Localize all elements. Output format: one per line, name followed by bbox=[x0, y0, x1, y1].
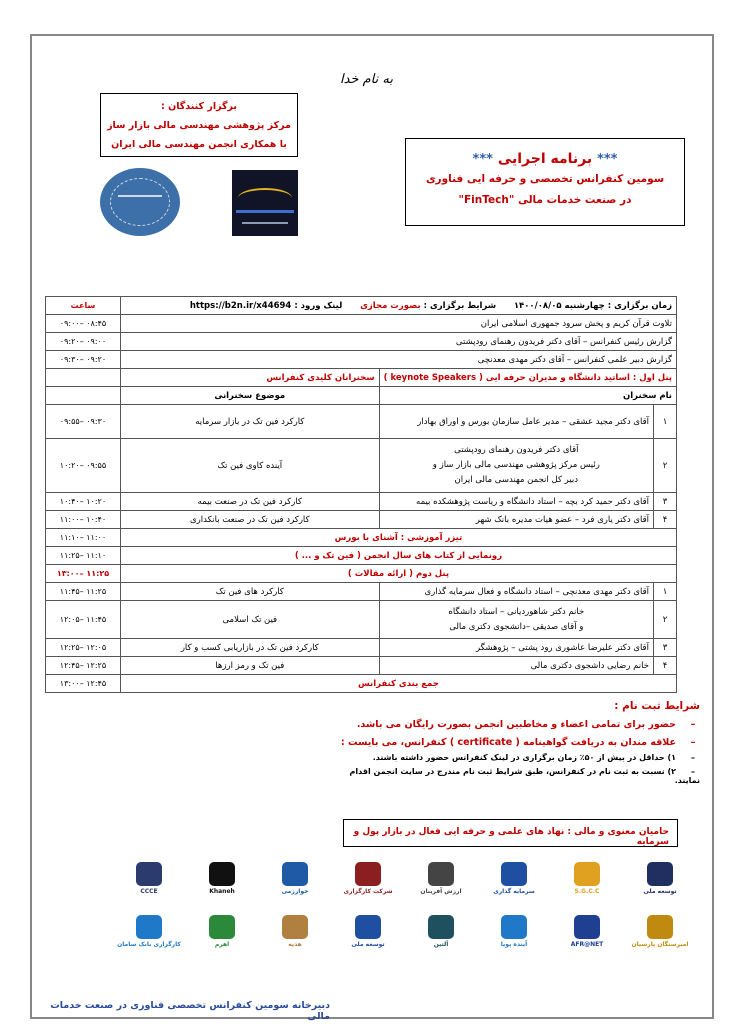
sponsor-logo bbox=[481, 862, 547, 895]
col-topic-header: موضوع سخنرانی bbox=[120, 387, 379, 405]
speaker-cell bbox=[379, 601, 653, 639]
sponsor-logo-label: AFR@NET bbox=[570, 941, 604, 948]
sponsor-logo-mark bbox=[647, 915, 673, 939]
research-center-logo bbox=[232, 170, 298, 236]
time-cell: ۱۱:۱۰ –۱۱:۲۵ bbox=[46, 547, 121, 565]
entry-link[interactable]: https://b2n.ir/x44694 bbox=[189, 300, 292, 311]
speaker-row bbox=[46, 583, 677, 601]
opening-item: گزارش رئیس کنفرانس – آقای دکتر فریدون رهنمای رودپشتی bbox=[120, 333, 676, 351]
row-number: ۱ bbox=[654, 583, 677, 601]
footer-text: دبیرخانه سومین کنفرانس تخصصی فناوری در صنعت خدمات مالی bbox=[50, 1000, 330, 1022]
keynote-label: سخنرانان کلیدی کنفرانس bbox=[120, 369, 379, 387]
registration-line bbox=[330, 753, 700, 762]
opening-item: گزارش دبیر علمی کنفرانس – آقای دکتر مهدی معدنچی bbox=[120, 351, 676, 369]
row-number: ۲ bbox=[654, 601, 677, 639]
sponsor-logo bbox=[481, 915, 547, 948]
sponsor-logo bbox=[262, 915, 328, 948]
time-cell: ۰۹:۲۰ –۰۹:۳۰ bbox=[46, 351, 121, 369]
dash-bullet: – bbox=[691, 753, 695, 762]
speaker-cell: آقای دکتر مجید عشقی – مدیر عامل سازمان بورس و اوراق بهادار bbox=[379, 405, 653, 439]
row-number: ۴ bbox=[654, 657, 677, 675]
topic-cell: کارکرد فین تک در بازاریابی کسب و کار bbox=[120, 639, 379, 657]
time-cell: ۱۰:۴۰ –۱۱:۰۰ bbox=[46, 511, 121, 529]
sponsor-logo bbox=[262, 862, 328, 895]
speaker-row bbox=[46, 405, 677, 439]
closing-item: جمع بندی کنفرانس bbox=[120, 675, 676, 693]
speaker-row bbox=[46, 493, 677, 511]
time-cell: ۱۱:۰۰ –۱۱:۱۰ bbox=[46, 529, 121, 547]
panel1-header-row bbox=[46, 369, 677, 387]
sponsor-logo bbox=[408, 862, 474, 895]
panel2-time: ۱۱:۲۵ –۱۳:۰۰ bbox=[46, 565, 121, 583]
speaker-row bbox=[46, 511, 677, 529]
speaker-row bbox=[46, 657, 677, 675]
speaker-cell: آقای دکتر علیرضا عاشوری رود پشتی – پژوهشگر bbox=[379, 639, 653, 657]
link-label: لینک ورود : bbox=[294, 300, 343, 311]
sponsor-logo-mark bbox=[574, 915, 600, 939]
speaker-row bbox=[46, 439, 677, 493]
break-row bbox=[46, 547, 677, 565]
row-number: ۳ bbox=[654, 493, 677, 511]
speaker-cell: آقای دکتر حمید کرد بچه – استاد دانشگاه و ریاست پژوهشکده بیمه bbox=[379, 493, 653, 511]
sponsor-logo bbox=[189, 915, 255, 948]
time-cell: ۱۱:۴۵ –۱۲:۰۵ bbox=[46, 601, 121, 639]
speaker-line: دبیر کل انجمن مهندسی مالی ایران bbox=[454, 475, 579, 485]
registration-line bbox=[330, 737, 700, 748]
program-title-line bbox=[406, 151, 684, 167]
info-cell bbox=[120, 297, 676, 315]
time-cell: ۰۹:۳۰ –۰۹:۵۵ bbox=[46, 405, 121, 439]
sponsor-logo-label: S.G.C.C bbox=[574, 888, 600, 895]
sponsor-logo bbox=[627, 862, 693, 895]
opening-item: تلاوت قرآن کریم و پخش سرود جمهوری اسلامی ایران bbox=[120, 315, 676, 333]
sponsor-logo bbox=[554, 915, 620, 948]
sponsor-logo-mark bbox=[428, 915, 454, 939]
speaker-cell: آقای دکتر مهدی معدنچی – استاد دانشگاه و فعال سرمایه گذاری bbox=[379, 583, 653, 601]
row-number: ۱ bbox=[654, 405, 677, 439]
speaker-line: خانم دکتر شاهوردیانی – استاد دانشگاه bbox=[448, 606, 585, 617]
sponsor-logo-mark bbox=[355, 915, 381, 939]
sponsor-logo bbox=[189, 862, 255, 895]
sponsor-logo-label: آلتین bbox=[433, 941, 449, 948]
sponsor-logo-label: CCCE bbox=[140, 888, 158, 895]
panel2-title: پنل دوم ( ارائه مقالات ) bbox=[120, 565, 676, 583]
topic-cell: فین تک اسلامی bbox=[120, 601, 379, 639]
organizers-line1: مرکز پژوهشی مهندسی مالی بازار ساز bbox=[107, 120, 291, 131]
topic-cell: کارکرد های فین تک bbox=[120, 583, 379, 601]
time-cell: ۱۲:۰۵ –۱۲:۲۵ bbox=[46, 639, 121, 657]
sponsor-logo-mark bbox=[647, 862, 673, 886]
program-subtitle-1: سومین کنفرانس تخصصی و حرفه ایی فناوری bbox=[425, 173, 665, 185]
speaker-cell: آقای دکتر یاری فرد – عضو هیات مدیره بانک شهر bbox=[379, 511, 653, 529]
time-cell: ۱۲:۴۵ –۱۳:۰۰ bbox=[46, 675, 121, 693]
speaker-cell bbox=[379, 439, 653, 493]
association-logo bbox=[100, 168, 180, 236]
event-date: زمان برگزاری : چهارشنبه ۱۴۰۰/۰۸/۰۵ bbox=[513, 300, 672, 311]
stars-left: *** bbox=[472, 152, 493, 167]
topic-cell: کارکرد فین تک در صنعت بانکداری bbox=[120, 511, 379, 529]
sponsor-logo-label: توسعه ملی bbox=[643, 888, 677, 895]
sponsor-logo bbox=[627, 915, 693, 948]
row-number: ۳ bbox=[654, 639, 677, 657]
empty-time-cell bbox=[46, 369, 121, 387]
dash-bullet: – bbox=[690, 719, 696, 730]
sponsor-logo-mark bbox=[355, 862, 381, 886]
registration-text: علاقه مندان به دریافت گواهینامه ( certificate ) کنفرانس، می بایست : bbox=[340, 737, 676, 748]
program-title: برنامه اجرایی bbox=[497, 151, 593, 167]
schedule-row bbox=[46, 315, 677, 333]
registration-text: حضور برای تمامی اعضاء و مخاطبین انجمن بصورت رایگان می باشد. bbox=[356, 719, 676, 730]
sponsor-logo-mark bbox=[282, 915, 308, 939]
sponsor-logo-mark bbox=[574, 862, 600, 886]
sponsor-logo-label: خوارزمی bbox=[281, 888, 309, 895]
row-number: ۴ bbox=[654, 511, 677, 529]
organizers-line2: با همکاری انجمن مهندسی مالی ایران bbox=[111, 139, 287, 150]
break-row bbox=[46, 529, 677, 547]
sponsor-logo bbox=[554, 862, 620, 895]
topic-cell: کارکرد فین تک در صنعت بیمه bbox=[120, 493, 379, 511]
sponsor-logo-label: سرمایه گذاری bbox=[493, 888, 535, 895]
row-number: ۲ bbox=[654, 439, 677, 493]
sponsor-logo-mark bbox=[282, 862, 308, 886]
organizers-title: برگزار کنندگان : bbox=[160, 101, 238, 112]
registration-line bbox=[330, 719, 700, 730]
time-cell: ۱۰:۲۰ –۱۰:۴۰ bbox=[46, 493, 121, 511]
topic-cell: کارکرد فین تک در بازار سرمایه bbox=[120, 405, 379, 439]
speaker-cell: خانم رضایی داشجوی دکتری مالی bbox=[379, 657, 653, 675]
sponsor-logo bbox=[335, 915, 401, 948]
sponsor-logo-label: آینده پویا bbox=[500, 941, 528, 948]
sponsor-logo-label: Khaneh bbox=[209, 888, 235, 895]
info-row bbox=[46, 297, 677, 315]
sponsor-logo bbox=[335, 862, 401, 895]
break-item: تیزر آموزشی : آشنای با بورس bbox=[120, 529, 676, 547]
schedule-table bbox=[45, 296, 677, 693]
sponsor-logo-label: امیرسنگان پارسیان bbox=[631, 941, 689, 948]
empty-time-cell bbox=[46, 387, 121, 405]
sponsor-logo-mark bbox=[209, 862, 235, 886]
speaker-line: آقای دکتر فریدون رهنمای رودپشتی bbox=[454, 445, 579, 455]
schedule-row bbox=[46, 333, 677, 351]
registration-title: شرایط ثبت نام : bbox=[614, 700, 700, 712]
schedule-row bbox=[46, 351, 677, 369]
closing-row bbox=[46, 675, 677, 693]
sponsor-logo-mark bbox=[501, 915, 527, 939]
dash-bullet: – bbox=[690, 737, 696, 748]
topic-cell: فین تک و رمز ارزها bbox=[120, 657, 379, 675]
time-cell: ۰۸:۴۵ –۰۹:۰۰ bbox=[46, 315, 121, 333]
sponsor-logo-label: هدیه bbox=[288, 941, 302, 948]
topic-cell: آینده کاوی فین تک bbox=[120, 439, 379, 493]
panel1-title: پنل اول : اساتید دانشگاه و مدیران حرفه ایی ( keynote Speakers ) bbox=[379, 369, 676, 387]
registration-line bbox=[330, 767, 700, 785]
sponsor-logo-label: ارزش آفرینان bbox=[420, 888, 462, 895]
sponsor-logo-label: کارگزاری بانک سامان bbox=[117, 941, 181, 948]
time-cell: ۱۱:۲۵ –۱۱:۴۵ bbox=[46, 583, 121, 601]
time-cell: ۰۹:۰۰ –۰۹:۲۰ bbox=[46, 333, 121, 351]
break-item: رونمایی از کتاب های سال انجمن ( فین تک و ... ) bbox=[120, 547, 676, 565]
sponsor-logo-label: اهرم bbox=[214, 941, 230, 948]
time-cell: ۰۹:۵۵ –۱۰:۲۰ bbox=[46, 439, 121, 493]
program-subtitle-2: در صنعت خدمات مالی "FinTech" bbox=[458, 194, 632, 206]
time-header: ساعت bbox=[46, 297, 121, 315]
conditions-value: بصورت مجازی bbox=[360, 300, 421, 311]
sponsors-box: حامیان معنوی و مالی : نهاد های علمی و حرفه ایی فعال در بازار پول و سرمایه bbox=[343, 819, 678, 847]
conditions-label: شرایط برگزاری : bbox=[423, 300, 497, 311]
sponsor-logo-label: توسعه ملی bbox=[351, 941, 385, 948]
dash-bullet: – bbox=[691, 767, 695, 776]
column-header-row bbox=[46, 387, 677, 405]
speaker-row bbox=[46, 601, 677, 639]
speaker-line: و آقای صدیقی –دانشجوی دکتری مالی bbox=[449, 621, 584, 632]
sponsor-logo-mark bbox=[209, 915, 235, 939]
sponsor-logo-mark bbox=[136, 915, 162, 939]
speaker-row bbox=[46, 639, 677, 657]
program-box bbox=[405, 138, 685, 226]
sponsor-logo-mark bbox=[136, 862, 162, 886]
sponsor-logo-label: شرکت کارگزاری bbox=[343, 888, 393, 895]
panel2-header-row bbox=[46, 565, 677, 583]
registration-text: ۱) حداقل در بیش از ۵۰٪ زمان برگزاری در لینک کنفرانس حضور داشته باشند. bbox=[372, 753, 676, 762]
registration-text: ۲) نسبت به ثبت نام در کنفرانس، طبق شرایط ثبت نام مندرج در سایت انجمن اقدام نمایند. bbox=[349, 767, 700, 785]
col-speaker-header: نام سخنران bbox=[379, 387, 676, 405]
organizers-box bbox=[100, 93, 298, 157]
sponsor-logo bbox=[408, 915, 474, 948]
stars-right: *** bbox=[597, 152, 618, 167]
speaker-line: رئیس مرکز پژوهشی مهندسی مالی بازار ساز و bbox=[432, 460, 600, 470]
registration-section bbox=[330, 700, 700, 785]
sponsor-logo-mark bbox=[428, 862, 454, 886]
basmala: به نام خدا bbox=[340, 72, 393, 87]
sponsor-logo-mark bbox=[501, 862, 527, 886]
sponsor-logo bbox=[116, 862, 182, 895]
time-cell: ۱۲:۲۵ –۱۲:۴۵ bbox=[46, 657, 121, 675]
sponsor-logo bbox=[116, 915, 182, 948]
